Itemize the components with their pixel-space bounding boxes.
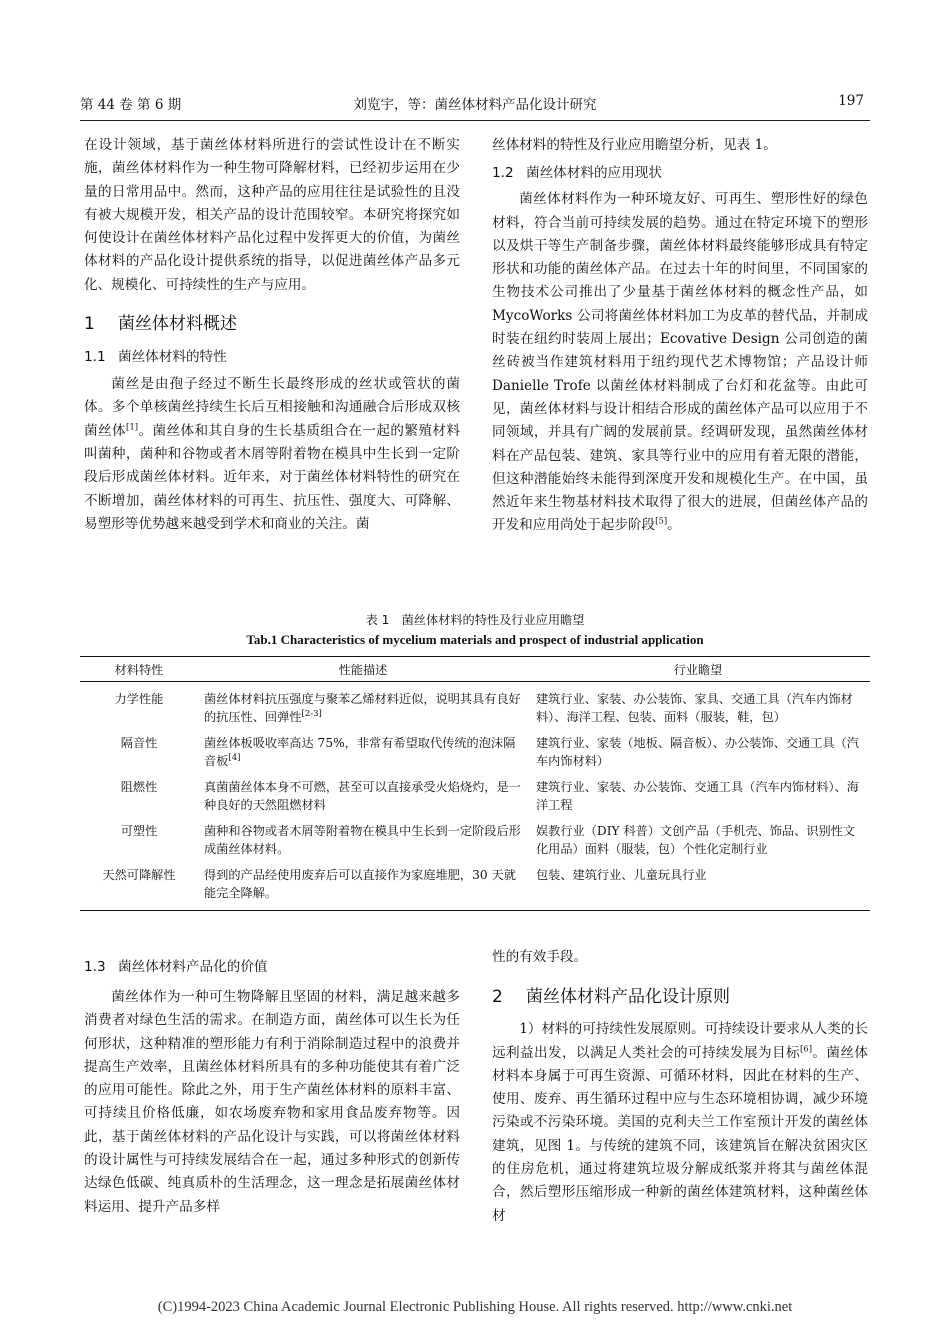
cell-text: 菌丝体板吸收率高达 75%，非常有希望取代传统的泡沫隔音板 <box>204 736 516 768</box>
table-cell-property: 隔音性 <box>120 736 158 750</box>
column-header: 材料特性 <box>80 657 198 682</box>
section-number: 1 <box>84 314 95 335</box>
section-1-1-heading <box>84 346 460 369</box>
table-cell-property: 可塑性 <box>120 824 158 838</box>
section-title: 菌丝体材料产品化的价值 <box>118 959 268 975</box>
section-1-heading <box>84 313 460 336</box>
table-cell-prospect: 建筑行业、家装、办公装饰、家具、交通工具（汽车内饰材料）、海洋工程、包装、面料（服装，鞋，包） <box>536 692 853 724</box>
table-cell-prospect: 娱教行业（DIY 科普）文创产品（手机壳、饰品、识别性文化用品）面料（服装，包）个性化定制行业 <box>536 824 856 856</box>
table-row <box>80 682 870 735</box>
citation: [2-3] <box>301 708 322 719</box>
table-row <box>80 734 870 778</box>
paragraph-1-2 <box>492 188 868 537</box>
paragraph-text: 。 <box>667 517 681 534</box>
table-cell-prospect: 建筑行业、家装（地板、隔音板）、办公装饰、交通工具（汽车内饰材料） <box>536 736 859 768</box>
paragraph-text: 1）材料的可持续性发展原则。可持续设计要求从人类的长远利益出发，以满足人类社会的可持续发展为目标 <box>492 1021 868 1061</box>
section-number: 1.3 <box>84 959 106 975</box>
left-column-top <box>84 134 460 536</box>
right-column-top <box>492 134 868 538</box>
table-cell-description: 真菌菌丝体本身不可燃，甚至可以直接承受火焰烧灼，是一种良好的天然阻燃材料 <box>204 780 521 812</box>
section-number: 1.1 <box>84 349 106 366</box>
paragraph-1-3: 菌丝体作为一种可生物降解且坚固的材料，满足越来越多消费者对绿色生活的需求。在制造方面，菌丝体可以生长为任何形状，这种精准的塑形能力有利于消除制造过程中的浪费并提高生产效率，且菌丝体材料所具有的多种功能使其有着广泛的应用可能性。除此之外，用于生产菌丝体材料的原料丰富、可持续且价格低廉，如农场废弃物和家用食品废弃物等。因此，基于菌丝体材料的产品化设计与实践，可以将菌丝体材料的设计属性与可持续发展结合在一起，通过多种形式的创新传达绿色低碳、纯真质朴的生活理念，这一理念是拓展菌丝体材料运用、提升产品多样 <box>84 989 460 1215</box>
continued-text: 性的有效手段。 <box>492 949 588 965</box>
section-title: 菌丝体材料产品化设计原则 <box>526 987 730 1008</box>
table-cell-prospect: 建筑行业、家装、办公装饰、交通工具（汽车内饰材料）、海洋工程 <box>536 780 859 812</box>
table-1-caption <box>0 610 950 649</box>
page-number: 197 <box>838 93 864 109</box>
copyright-footer: (C)1994-2023 China Academic Journal Electronic Publishing House. All rights reserved. http://www.cnki.net <box>157 1299 793 1315</box>
running-header-title: 刘览宇，等：菌丝体材料产品化设计研究 <box>353 97 597 113</box>
table-cell-property: 力学性能 <box>114 692 164 706</box>
table-cell-description <box>198 734 536 778</box>
right-column-bottom <box>492 946 868 1228</box>
paragraph-2 <box>492 1018 868 1228</box>
left-column-bottom <box>84 956 460 1219</box>
citation: [5] <box>655 516 668 527</box>
table-row <box>80 866 870 911</box>
paragraph-text: 。菌丝体材料本身属于可再生资源、可循环材料，因此在材料的生产、使用、废弃、再生循环过程中应与生态环境相协调，减少环境污染或不污染环境。美国的克利夫兰工作室预计开发的菌丝体建筑，见图 1。与传统的建筑不同，该建筑旨在解决贫困灾区的住房危机，通过将建筑垃圾分解成纸浆并将其与菌丝体混合，然后塑形压缩形成一种新的菌丝体建筑材料，这种菌丝体材 <box>492 1044 869 1224</box>
citation: [1] <box>126 422 139 433</box>
table-header-row <box>80 657 870 682</box>
section-2-heading <box>492 986 868 1009</box>
table-cell-description: 菌种和谷物或者木屑等附着物在模具中生长到一定阶段后形成菌丝体材料。 <box>204 824 521 856</box>
table-caption-chinese: 表 1 菌丝体材料的特性及行业应用瞻望 <box>365 613 585 627</box>
paragraph-text: 。菌丝体和其自身的生长基质组合在一起的繁殖材料叫菌种，菌种和谷物或者木屑等附着物在模具中生长到一定阶段后形成菌丝体材料。近年来，对于菌丝体材料特性的研究在不断增加，菌丝体材料的可再生、抗压性、强度大、可降解、易塑形等优势越来越受到学术和商业的关注。菌 <box>84 422 461 532</box>
paragraph-text: 菌丝是由孢子经过不断生长最终形成的丝状或管状的菌体。多个单核菌丝持续生长后互相接触和沟通融合后形成双核菌丝体 <box>84 376 460 439</box>
table-cell-description: 得到的产品经使用废弃后可以直接作为家庭堆肥，30 天就能完全降解。 <box>198 866 536 911</box>
cell-text: 菌丝体材料抗压强度与聚苯乙烯材料近似，说明其具有良好的抗压性、回弹性 <box>204 692 521 724</box>
running-header-volume: 第 44 卷 第 6 期 <box>80 97 182 113</box>
column-header: 性能描述 <box>198 657 536 682</box>
table-row <box>80 822 870 866</box>
paragraph-1-1 <box>84 373 460 536</box>
section-1-2-heading <box>492 162 868 185</box>
section-title: 菌丝体材料概述 <box>118 314 237 335</box>
table-cell-property: 阻燃性 <box>120 780 158 794</box>
table-cell-property: 天然可降解性 <box>80 866 198 911</box>
table-cell-description <box>198 682 536 735</box>
section-title: 菌丝体材料的应用现状 <box>526 165 662 182</box>
table-1 <box>80 656 870 911</box>
section-title: 菌丝体材料的特性 <box>118 349 227 366</box>
citation: [6] <box>799 1044 813 1055</box>
paragraph-text: 菌丝体材料作为一种环境友好、可再生、塑形性好的绿色材料，符合当前可持续发展的趋势。通过在特定环境下的塑形以及烘干等生产制备步骤，菌丝体材料最终能够形成具有特定形状和功能的菌丝体产品。在过去十年的时间里，不同国家的生物技术公司推出了少量基于菌丝体材料的概念性产品，如MycoWorks 公司将菌丝体材料加工为皮革的替代品，并制成时装在纽约时装周上展出；Ecovative Design 公司创造的菌丝砖被当作建筑材料用于纽约现代艺术博物馆；产品设计师 Danielle Trofe 以菌丝体材料制成了台灯和花盆等。由此可见，菌丝体材料与设计相结合形成的菌丝体产品可以应用于不同领域，并具有广阔的发展前景。经调研发现，虽然菌丝体材料在产品包装、建筑、家具等行业中的应用有着无限的潜能，但这种潜能始终未能得到深度开发和规模化生产。在中国，虽然近年来生物基材料技术取得了很大的进展，但菌丝体产品的开发和应用尚处于起步阶段 <box>492 191 868 534</box>
section-number: 2 <box>492 987 503 1008</box>
table-row <box>80 778 870 822</box>
section-1-3-heading <box>84 956 460 979</box>
section-number: 1.2 <box>492 165 514 182</box>
header-rule <box>80 120 870 121</box>
intro-paragraph: 在设计领域，基于菌丝体材料所进行的尝试性设计在不断实施，菌丝体材料作为一种生物可降解材料，已经初步运用在少量的日常用品中。然而，这种产品的应用往往是试验性的且没有被大规模开发，相关产品的设计范围较窄。本研究将探究如何使设计在菌丝体材料产品化过程中发挥更大的价值，为菌丝体材料的产品化设计提供系统的指导，以促进菌丝体产品多元化、规模化、可持续性的生产与应用。 <box>84 137 460 293</box>
column-header: 行业瞻望 <box>536 657 870 682</box>
citation: [4] <box>228 752 241 763</box>
table-cell-prospect: 包装、建筑行业、儿童玩具行业 <box>536 866 870 911</box>
continued-text: 丝体材料的特性及行业应用瞻望分析，见表 1。 <box>492 137 777 153</box>
table-caption-english: Tab.1 Characteristics of mycelium materials and prospect of industrial application <box>246 632 704 647</box>
